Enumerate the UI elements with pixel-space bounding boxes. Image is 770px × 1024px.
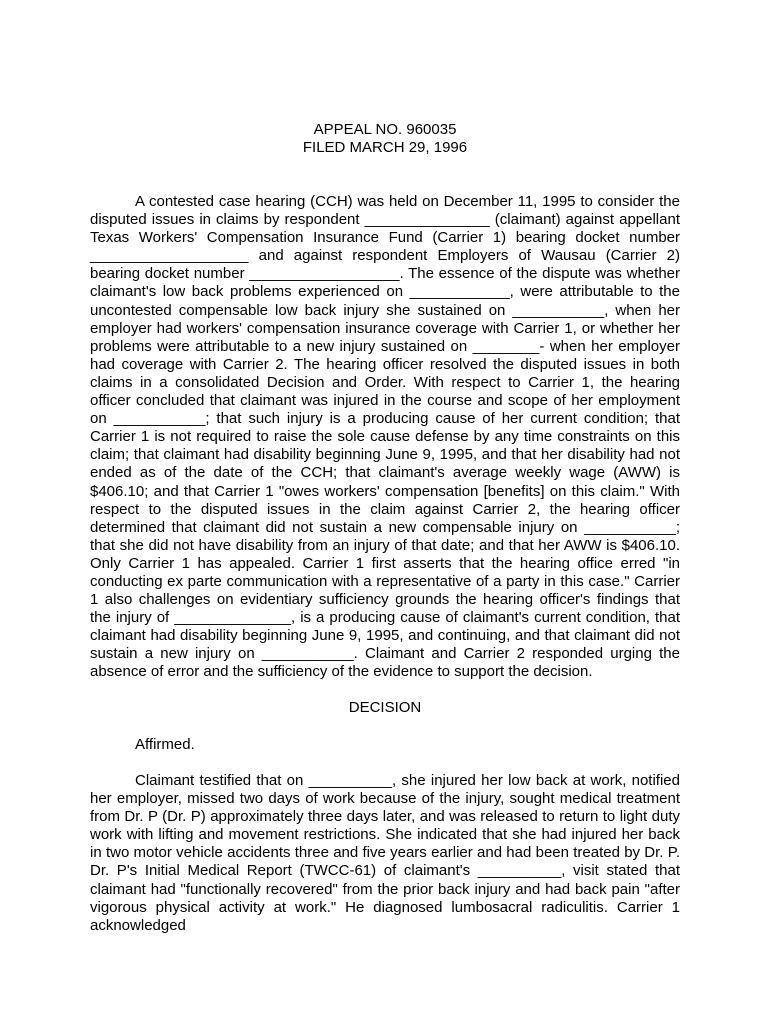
filed-date: FILED MARCH 29, 1996	[302, 139, 468, 156]
paragraph-cch-summary	[90, 193, 680, 682]
paragraph-text: Claimant testified that on __________, she injured her low back at work, notified her employer, missed two days of work because of the injury, sought medical treatment from Dr. P (Dr. P) approximately three days later, and was released to return to light duty work with lifting and movement restrictions. She indicated that she had injured her back in two motor vehicle accidents three and five years earlier and had been treated by Dr. P. Dr. P's Initial Medical Report (TWCC-61) of claimant's __________, visit stated that claimant had "functionally recovered" from the prior back injury and had back pain "after vigorous physical activity at work." He diagnosed lumbosacral radiculitis. Carrier 1 acknowledged	[90, 772, 680, 934]
paragraph-claimant-testimony	[90, 772, 680, 935]
appeal-number: APPEAL NO. 960035	[313, 121, 457, 138]
affirmed-text: Affirmed.	[135, 736, 195, 753]
document-header	[0, 121, 770, 157]
decision-heading: DECISION	[348, 699, 422, 716]
paragraph-text: A contested case hearing (CCH) was held on December 11, 1995 to consider the disputed issues in claims by respondent _______________ (claimant) against appellant Texas Workers' Compensation Insurance Fund (Carrier 1) bearing docket number ___________________ and against respondent Employers of Wausau (Carrier 2) bearing docket number __________________. The essence of the dispute was whether claimant's low back problems experienced on ____________, were attributable to the uncontested compensable low back injury she sustained on ___________, when her employer had workers' compensation insurance coverage with Carrier 1, or whether her problems were attributable to a new injury sustained on ________- when her employer had coverage with Carrier 2. The hearing officer resolved the disputed issues in both claims in a consolidated Decision and Order. With respect to Carrier 1, the hearing officer concluded that claimant was injured in the course and scope of her employment on ___________; that such injury is a producing cause of her current condition; that Carrier 1 is not required to raise the sole cause defense by any time constraints on this claim; that claimant had disability beginning June 9, 1995, and that her disability had not ended as of the date of the CCH; that claimant's average weekly wage (AWW) is $406.10; and that Carrier 1 "owes workers' compensation [benefits] on this claim." With respect to the disputed issues in the claim against Carrier 2, the hearing officer determined that claimant did not sustain a new compensable injury on ___________; that she did not have disability from an injury of that date; and that her AWW is $406.10. Only Carrier 1 has appealed. Carrier 1 first asserts that the hearing office erred "in conducting ex parte communication with a representative of a party in this case." Carrier 1 also challenges on evidentiary sufficiency grounds the hearing officer's findings that the injury of ______________, is a producing cause of claimant's current condition, that claimant had disability beginning June 9, 1995, and continuing, and that claimant did not sustain a new injury on ___________. Claimant and Carrier 2 responded urging the absence of error and the sufficiency of the evidence to support the decision.	[90, 193, 680, 681]
